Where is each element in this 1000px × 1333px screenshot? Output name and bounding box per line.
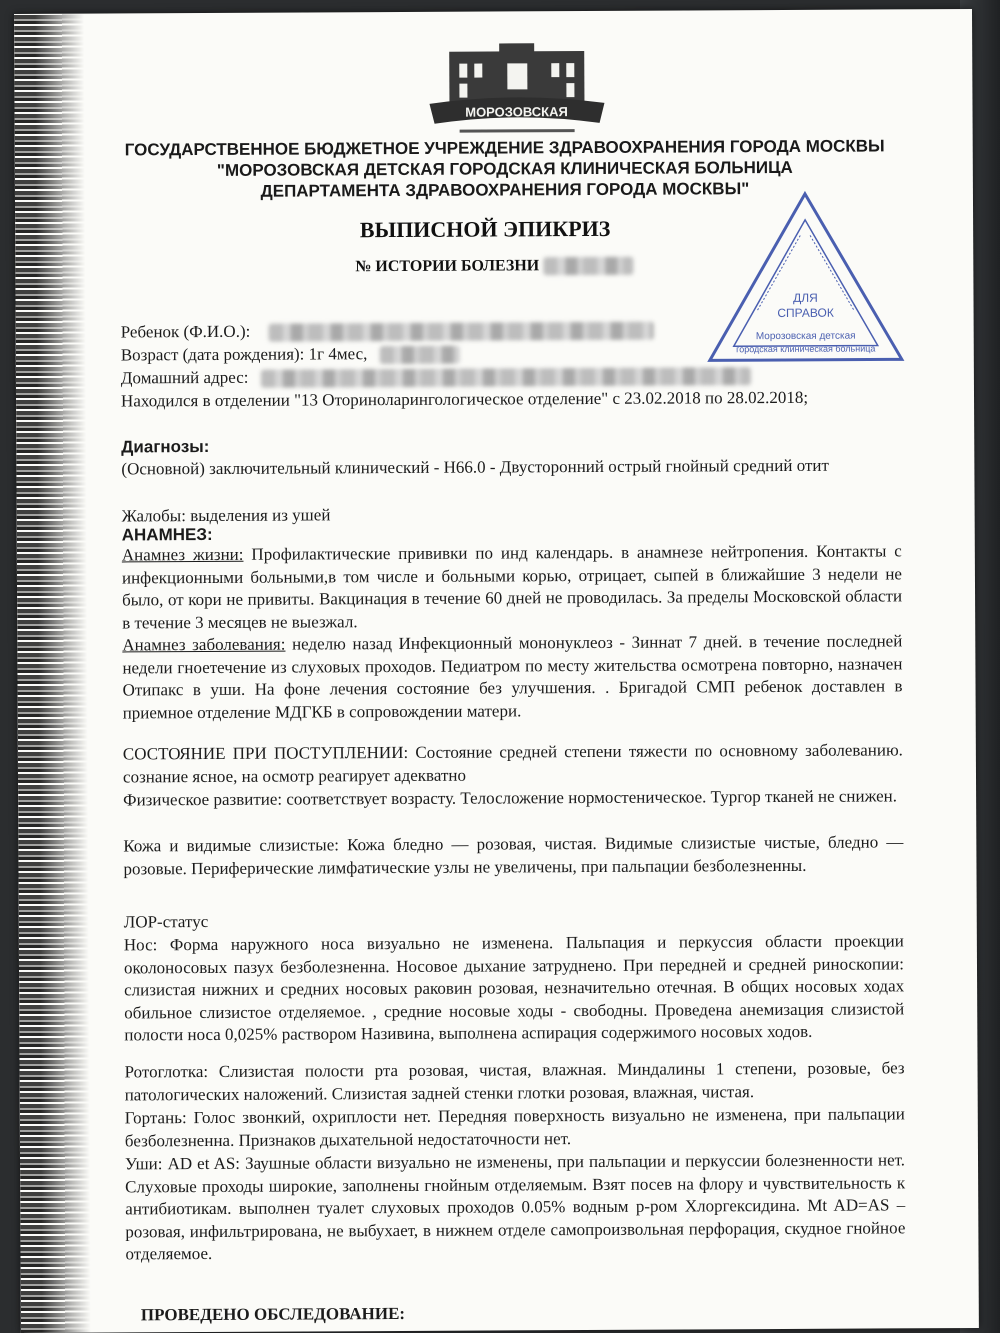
ent-throat: Ротоглотка: Слизистая полости рта розовая, чистая, влажная. Миндалины 1 степени, розовые, без патологических наложений. Слизистая задней стенки глотки розовая, влажная, чистая. — [124, 1058, 905, 1104]
header-line-1: ГОСУДАРСТВЕННОЕ БЮДЖЕТНОЕ УЧРЕЖДЕНИЕ ЗДРАВООХРАНЕНИЯ ГОРОДА МОСКВЫ — [124, 136, 885, 160]
anamnesis-disease-text: неделю назад Инфекционный мононуклеоз - Зиннат 7 дней. в течение последней недели гноетечение из слуховых проходов. Педиатром по месту жительства осмотрена повторно, назначен Отипакс в уши. На фоне лечения состояние без улучшения. . Бригадой СМП ребенок доставлен в приемное отделение МДГКБ в сопровождении матери. — [122, 631, 903, 722]
patient-name-row — [121, 317, 901, 343]
redacted-case-number — [543, 257, 633, 275]
svg-text:ДЛЯ: ДЛЯ — [793, 290, 818, 305]
case-number-label: № ИСТОРИИ БОЛЕЗНИ — [355, 257, 540, 276]
patient-age-row — [121, 340, 901, 366]
admission-state: СОСТОЯНИЕ ПРИ ПОСТУПЛЕНИИ: Состояние средней степени тяжести по основному заболеванию. сознание ясное, на осмотр реагирует адекватно — [122, 740, 903, 786]
anamnesis-life-label: Анамнез жизни: — [121, 544, 244, 565]
anamnesis-life-text: Профилактические прививки по инд календарь. в анамнезе нейтропения. Контакты с инфекционными больными,в том числе и больными корью, отрицает, сыпей в ближайшие 3 недели не было, от кори не привиты. Вакцинация в течение 60 дней не проводилась. За пределы Московской области в течение 3 месяцев не выезжал. — [121, 541, 903, 632]
anamnesis-life — [122, 540, 902, 634]
document-page — [14, 9, 979, 1333]
anamnesis-disease — [122, 630, 902, 724]
redacted-birth-date — [380, 346, 460, 364]
diagnoses-heading: Диагнозы: — [121, 436, 210, 457]
anamnesis-disease-label: Анамнез заболевания: — [122, 634, 286, 655]
anamnesis-heading: АНАМНЕЗ: — [121, 524, 213, 545]
document-title: ВЫПИСНОЙ ЭПИКРИЗ — [359, 215, 611, 243]
patient-address-row — [121, 363, 901, 389]
redacted-patient-name — [269, 322, 654, 342]
patient-age-label: Возраст (дата рождения): 1г 4мес, — [120, 344, 368, 365]
svg-text:Морозовская детская: Морозовская детская — [755, 330, 856, 343]
header-line-2: "МОРОЗОВСКАЯ ДЕТСКАЯ ГОРОДСКАЯ КЛИНИЧЕСКАЯ БОЛЬНИЦА — [216, 157, 793, 180]
case-number — [355, 257, 633, 277]
patient-stay: Находился в отделении "13 Оториноларингологическое отделение" с 23.02.2018 по 28.02.2018; — [120, 387, 809, 411]
hospital-logo — [419, 41, 615, 142]
ent-nose: Нос: Форма наружного носа визуально не изменена. Пальпация и перкуссия области проекции околоносовых пазух безболезненна. Носовое дыхание затруднено. При передней и средней риноскопии: слизистая нижних и средних носовых раковин розовая, незначительно отечная. В общих носовых ходах обильное слизистое отделяемое. , средние носовые ходы - свободны. Проведена анемизация слизистой полости носа 0,025% раствором Називина, выполнена аспирация содержимого носовых ходов. — [123, 931, 905, 1045]
diagnosis-main: (Основной) заключительный клинический - H66.0 - Двусторонний острый гнойный средний отит — [121, 455, 829, 479]
patient-name-label: Ребенок (Ф.И.О.): — [120, 321, 251, 342]
svg-text:городская клиническая больница: городская клиническая больница — [736, 343, 876, 355]
svg-text:МОРОЗОВСКАЯ: МОРОЗОВСКАЯ — [465, 104, 568, 120]
complaints: Жалобы: выделения из ушей — [121, 505, 331, 526]
physical-development: Физическое развитие: соответствует возрасту. Телосложение нормостеническое. Тургор тканей не снижен. — [123, 786, 898, 810]
skin-mucosa: Кожа и видимые слизистые: Кожа бледно — розовая, чистая. Видимые слизистые чистые, бледно — розовые. Периферические лимфатические узлы не увеличены, при пальпации безболезненны. — [123, 832, 904, 878]
ent-ears: Уши: AD et AS: Заушные области визуально не изменены, при пальпации и перкуссии болезненности нет. Слуховые проходы широкие, заполнены гнойным отделяемым. Взят посев на флору и чувствительность к антибиотикам. выполнен туалет слуховых проходов 0.05% водным р-ром Хлоргексидина. Mt AD=AS – розовая, инфильтрирована, не выбухает, в нижнем отделе самопроизвольная перфорация, скудное гнойное отделяемое. — [124, 1150, 906, 1264]
redacted-address — [261, 367, 751, 388]
ent-heading: ЛОР-статус — [123, 911, 209, 932]
examination-heading: ПРОВЕДЕНО ОБСЛЕДОВАНИЕ: — [140, 1303, 406, 1325]
svg-text:СПРАВОК: СПРАВОК — [777, 305, 834, 321]
patient-address-label: Домашний адрес: — [120, 367, 249, 388]
scan-toner-edge — [14, 14, 91, 1333]
ent-larynx: Гортань: Голос звонкий, охриплости нет. Передняя поверхность визуально не изменена, при пальпации безболезненна. Признаков дыхательной недостаточности нет. — [124, 1104, 905, 1150]
header-line-3: ДЕПАРТАМЕНТА ЗДРАВООХРАНЕНИЯ ГОРОДА МОСКВЫ" — [260, 179, 750, 201]
